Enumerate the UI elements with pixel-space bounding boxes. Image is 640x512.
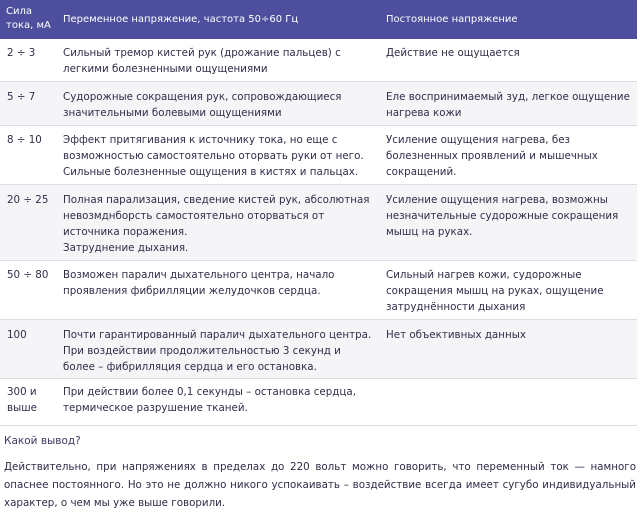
table-header [0, 0, 637, 39]
cell-ac-line: Полная парализация, сведение кистей рук, абсолютная невозмднборсть самостоятельно оторваться от источника поражения. [63, 194, 370, 238]
header-current: Сила тока, мА [6, 6, 51, 31]
cell-current: 8 ÷ 10 [7, 134, 42, 146]
cell-ac [63, 327, 373, 375]
cell-current: 5 ÷ 7 [7, 91, 36, 103]
conclusion-paragraph: Действительно, при напряжениях в пределах до 220 вольт можно говорить, что переменный ток — намного опаснее постоянного. Но это не должно никого успокаивать – воздействие всегда имеет сугубо индивидуальный характер, о чем мы уже выше говорили. [4, 461, 636, 509]
cell-ac: Сильный тремор кистей рук (дрожание пальцев) с легкими болезненными ощущениями [63, 47, 341, 75]
cell-dc: Сильный нагрев кожи, судорожные сокращения мышц на руках, ощущение затруднённости дыхания [386, 269, 604, 313]
cell-current: 300 и выше [7, 386, 37, 414]
table-row [0, 379, 637, 426]
header-ac: Переменное напряжение, частота 50÷60 Гц [63, 14, 299, 25]
table-row [0, 320, 637, 379]
cell-current: 50 ÷ 80 [7, 269, 49, 281]
cell-ac-line: Затруднение дыхания. [63, 242, 189, 254]
conclusion-question: Какой вывод? [4, 435, 81, 447]
cell-current: 20 ÷ 25 [7, 194, 49, 206]
table-row [0, 39, 637, 82]
table-row [0, 261, 637, 320]
header-dc: Постоянное напряжение [386, 14, 518, 25]
table-row [0, 126, 637, 185]
table-row [0, 185, 637, 261]
cell-ac-line: При воздействии продолжительностью 3 секунд и более – фибрилляция сердца и его остановка. [63, 345, 341, 373]
cell-dc: Усиление ощущения нагрева, возможны незначительные судорожные сокращения мышц на руках. [386, 194, 619, 238]
cell-current: 100 [7, 329, 27, 341]
cell-dc: Нет объективных данных [386, 329, 526, 341]
cell-dc: Действие не ощущается [386, 47, 520, 59]
cell-ac [63, 192, 373, 256]
cell-dc: Еле воспринимаемый зуд, легкое ощущение нагрева кожи [386, 91, 630, 119]
table-row [0, 82, 637, 126]
cell-ac: Судорожные сокращения рук, сопровождающиеся значительными болевыми ощущениями [63, 91, 342, 119]
cell-ac-line: Почти гарантированный паралич дыхательного центра. [63, 329, 372, 341]
cell-current: 2 ÷ 3 [7, 47, 36, 59]
cell-ac: Возможен паралич дыхательного центра, начало проявления фибрилляции желудочков сердца. [63, 269, 335, 297]
cell-ac: Эффект притягивания к источнику тока, но еще с возможностью самостоятельно оторвать руки от него. Сильные болезненные ощущения в кистях и пальцах. [63, 134, 364, 178]
cell-ac: При действии более 0,1 секунды – остановка сердца, термическое разрушение тканей. [63, 386, 356, 414]
cell-dc: Усиление ощущения нагрева, без болезненных проявлений и мышечных сокращений. [386, 134, 598, 178]
